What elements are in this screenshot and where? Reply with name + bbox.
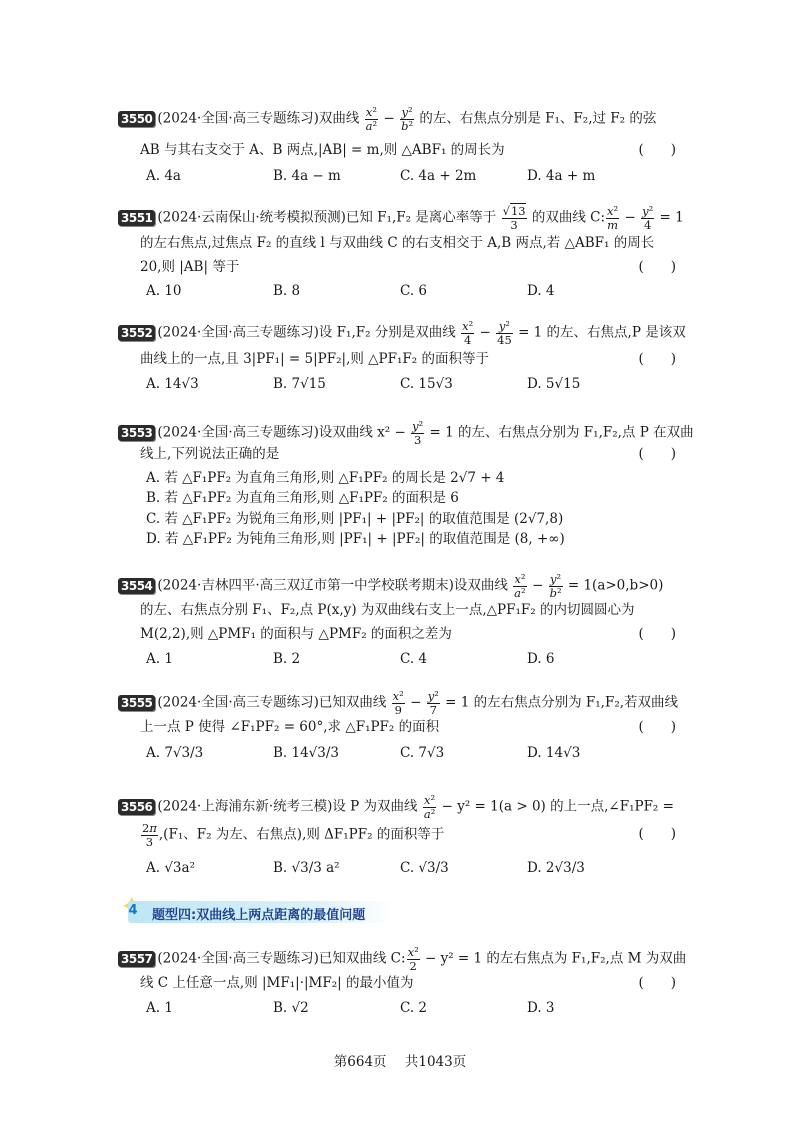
problem-number: 3554 bbox=[118, 578, 155, 594]
problem-number: 3557 bbox=[118, 951, 155, 967]
option-d: D. 4a + m bbox=[527, 168, 596, 184]
choice-c: C. 若 △F₁PF₂ 为锐角三角形,则 |PF₁| + |PF₂| 的取值范围是 (2√7,8) bbox=[146, 511, 564, 527]
problem-number: 3550 bbox=[118, 111, 155, 127]
option-b: B. 7√15 bbox=[273, 376, 326, 392]
option-c: C. 4 bbox=[400, 651, 428, 667]
option-d: D. 5√15 bbox=[527, 376, 581, 392]
section-number-badge: ✦ 4 bbox=[122, 899, 144, 923]
problem-number: 3553 bbox=[118, 425, 155, 441]
option-a: A. 4a bbox=[146, 168, 181, 184]
page-number: 第664页 bbox=[333, 1054, 387, 1070]
problem-number: 3556 bbox=[118, 799, 155, 815]
option-a: A. 1 bbox=[146, 1000, 173, 1016]
total-pages: 共1043页 bbox=[404, 1054, 467, 1070]
option-a: A. 14√3 bbox=[146, 376, 199, 392]
option-c: C. 4a + 2m bbox=[400, 168, 477, 184]
problem-number: 3552 bbox=[118, 325, 155, 341]
option-b: B. √2 bbox=[273, 1000, 309, 1016]
option-d: D. 3 bbox=[527, 1000, 555, 1016]
problem-number: 3551 bbox=[118, 210, 155, 226]
option-b: B. 4a − m bbox=[273, 168, 341, 184]
problem-number: 3555 bbox=[118, 695, 155, 711]
option-d: D. 6 bbox=[527, 651, 555, 667]
choice-b: B. 若 △F₁PF₂ 为直角三角形,则 △F₁PF₂ 的面积是 6 bbox=[146, 490, 459, 506]
option-a: A. 7√3/3 bbox=[146, 745, 204, 761]
option-b: B. 14√3/3 bbox=[273, 745, 340, 761]
page-footer bbox=[0, 1050, 800, 1070]
option-a: A. 1 bbox=[146, 651, 173, 667]
option-a: A. 10 bbox=[146, 283, 182, 299]
option-a: A. √3a² bbox=[146, 860, 195, 876]
option-c: C. 2 bbox=[400, 1000, 428, 1016]
document-page: 3550 (2024·全国·高三专题练习)双曲线 $\frac{\text{x²}}{\text{a²}}$ − $\frac{\text{y²}}{\text{b²}}$ 的左、右焦点分别是 F₁、F₂,过 F₂ 的弦 AB 与其右支交于 A、B 两点,|AB| = m,则 △ABF₁ 的周长为 ( ) A. 4a B. 4a − m C. 4a + 2m D. 4a + m 3551 (2024·云南保山·统考模拟预测)已知 F₁,F₂ 是离心率等于 $\frac{√13}{3}$ 的双曲线 C: $\frac{\text{x²}}{m}$ − $\frac{\text{y²}}{4}$ = 1 的左右焦点,过焦点 F₂ 的直线 l 与双曲线 C 的右支相交于 A,B 两点,若 △ABF₁ 的周长 20,则 |AB| 等于 ( ) A. 10 B. 8 C. 6 D. 4 3552 (2024·全国·高三专题练习)设 F₁,F₂ 分别是双曲线 $\frac{\text{x²}}{4}$ − $\frac{\text{y²}}{45}$ = 1 的左、右焦点,P 是该双 曲线上的一点,且 3|PF₁| = 5|PF₂|,则 △PF₁F₂ 的面积等于 ( ) A. 14√3 B. 7√15 C. 15√3 D. 5√15 3553 (2024·全国·高三专题练习)设双曲线 x² − $\frac{\text{y²}}{3}$ = 1 的左、右焦点分别为 F₁,F₂,点 P 在双曲 线上,下列说法正确的是 ( ) A. 若 △F₁PF₂ 为直角三角形,则 △F₁PF₂ 的周长是 2√7 + 4 B. 若 △F₁PF₂ 为直角三角形,则 △F₁PF₂ 的面积是 6 C. 若 △F₁PF₂ 为锐角三角形,则 |PF₁| + |PF₂| 的取值范围是 (2√7,8) D. 若 △F₁PF₂ 为钝角三角形,则 |PF₁| + |PF₂| 的取值范围是 (8, +∞) 3554 (2024·吉林四平·高三双辽市第一中学校联考期末)设双曲线 $\frac{\text{x²}}{\text{a²}}$ − $\frac{\text{y²}}{\text{b²}}$ = 1(a>0,b>0) 的左、右焦点分别 F₁、F₂,点 P(x,y) 为双曲线右支上一点,△PF₁F₂ 的内切圆圆心为 M(2,2),则 △PMF₁ 的面积与 △PMF₂ 的面积之差为 ( ) A. 1 B. 2 C. 4 D. 6 3555 (2024·全国·高三专题练习)已知双曲线 $\frac{\text{x²}}{9}$ − $\frac{\text{y²}}{7}$ = 1 的左右焦点分别为 F₁,F₂,若双曲线 上一点 P 使得 ∠F₁PF₂ = 60°,求 △F₁PF₂ 的面积 ( ) A. 7√3/3 B. 14√3/3 C. 7√3 D. 14√3 3556 (2024·上海浦东新·统考三模)设 P 为双曲线 $\frac{\text{x²}}{\text{a²}}$ − y² = 1(a > 0) 的上一点,∠F₁PF₂ = $\frac{2\pi}{3}$ ,(F₁、F₂ 为左、右焦点),则 ΔF₁PF₂ 的面积等于 ( ) A. √3a² B. √3/3 a² C. √3/3 D. 2√3/3 ✦ 4 题型四:双曲线上两点距离的最值问题 3557 (2024·全国·高三专题练习)已知双曲线 C: $\frac{\text{x²}}{2}$ − y² = 1 的左右焦点为 F₁,F₂,点 M 为双曲 线 C 上任意一点,则 |MF₁|·|MF₂| 的最小值为 ( ) A. 1 B. √2 C. 2 D. 3 第664页 共1043页 bbox=[0, 0, 800, 1132]
option-c: C. √3/3 bbox=[400, 860, 449, 876]
option-c: C. 7√3 bbox=[400, 745, 445, 761]
option-c: C. 6 bbox=[400, 283, 428, 299]
option-b: B. √3/3 a² bbox=[273, 860, 340, 876]
section-header bbox=[128, 901, 392, 923]
option-d: D. 2√3/3 bbox=[527, 860, 585, 876]
option-b: B. 2 bbox=[273, 651, 301, 667]
option-c: C. 15√3 bbox=[400, 376, 453, 392]
choice-d: D. 若 △F₁PF₂ 为钝角三角形,则 |PF₁| + |PF₂| 的取值范围是 (8, +∞) bbox=[146, 531, 565, 547]
section-title: 题型四:双曲线上两点距离的最值问题 bbox=[152, 908, 366, 923]
choice-a: A. 若 △F₁PF₂ 为直角三角形,则 △F₁PF₂ 的周长是 2√7 + 4 bbox=[146, 470, 505, 486]
option-d: D. 14√3 bbox=[527, 745, 581, 761]
option-d: D. 4 bbox=[527, 283, 555, 299]
option-b: B. 8 bbox=[273, 283, 301, 299]
